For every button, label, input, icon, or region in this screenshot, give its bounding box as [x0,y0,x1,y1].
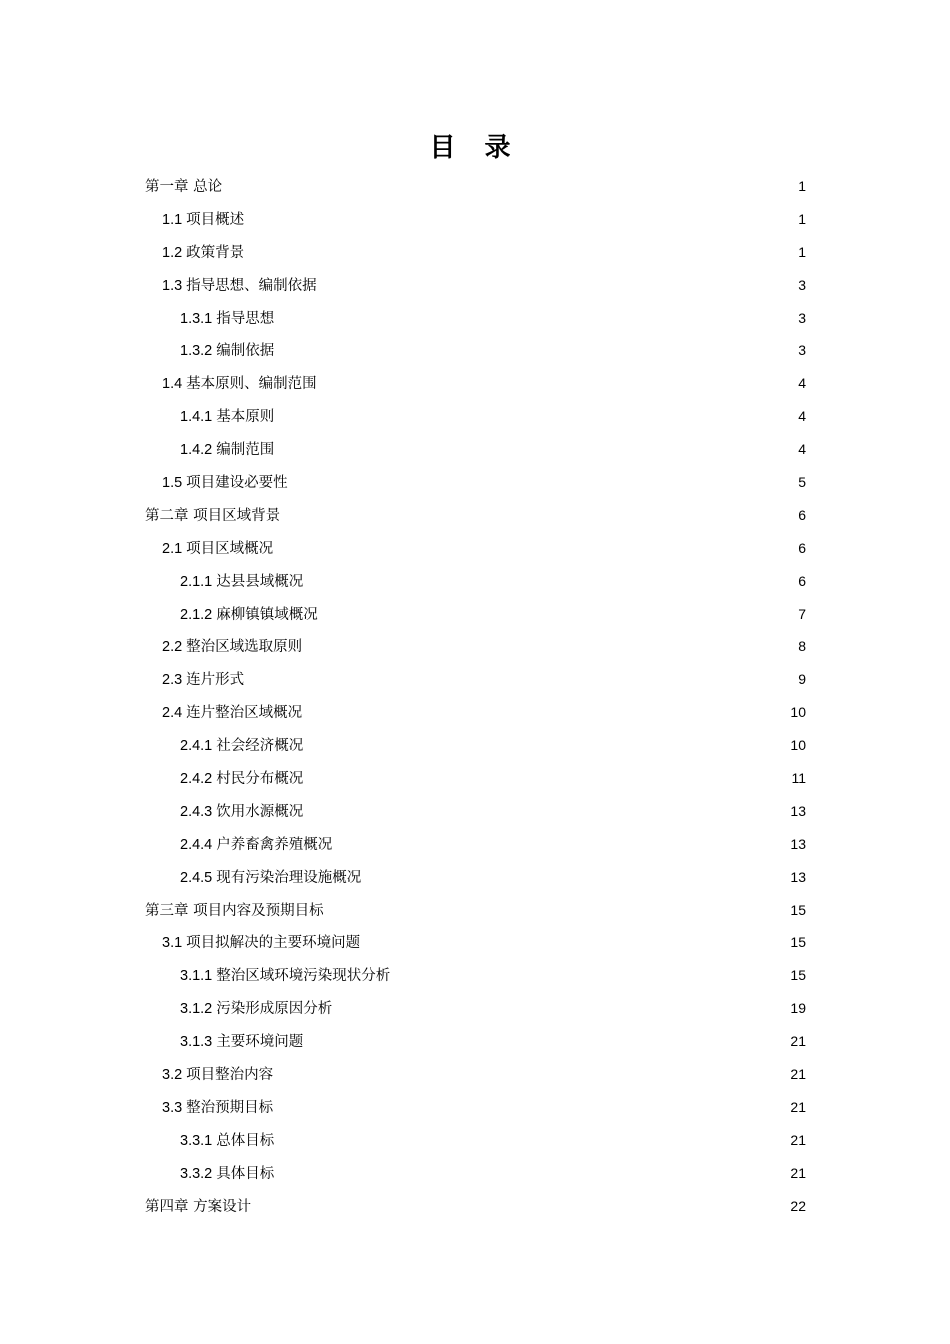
toc-entry-text [180,763,303,796]
toc-entry[interactable] [145,1157,806,1190]
toc-entry-text [180,1125,274,1158]
toc-entry-label: 第三章 项目内容及预期目标 [145,902,324,919]
toc-entry[interactable] [145,926,806,959]
toc-entry-label: 饮用水源概况 [216,803,304,820]
toc-entry-number: 3.1.3 [180,1034,213,1051]
toc-entry-label: 现有污染治理设施概况 [216,869,362,886]
toc-dot-leader [303,650,797,651]
toc-page-number: 10 [790,737,806,754]
toc-entry-number: 2.4 [162,705,183,722]
toc-entry-number: 2.4.3 [180,803,213,820]
toc-entry[interactable] [145,170,806,203]
toc-entry[interactable] [145,565,806,598]
toc-entry-text [180,1026,303,1059]
toc-entry[interactable] [145,1190,806,1223]
toc-entry-text [162,664,244,697]
toc-dot-leader [318,289,798,290]
toc-dot-leader [304,749,789,750]
toc-page-number: 3 [798,309,806,326]
toc-page-number: 4 [798,441,806,458]
toc-entry-number: 1.2 [162,244,183,261]
toc-page-number: 6 [798,572,806,589]
toc-page-number: 6 [798,506,806,523]
toc-entry-text [145,895,324,928]
toc-entry-label: 指导思想 [216,310,275,327]
toc-entry[interactable] [145,696,806,729]
toc-page-number: 21 [790,1164,806,1181]
toc-entry-number: 2.4.1 [180,738,213,755]
toc-entry-number: 2.1.2 [180,606,213,623]
toc-entry-label: 第四章 方案设计 [145,1198,252,1215]
toc-entry-number: 2.4.4 [180,836,213,853]
toc-entry-number: 2.1 [162,540,183,557]
toc-dot-leader [325,914,790,915]
toc-entry-label: 项目概述 [186,211,245,228]
toc-dot-leader [245,223,797,224]
toc-entry[interactable] [145,795,806,828]
toc-entry-text [180,960,390,993]
toc-entry[interactable] [145,269,806,302]
toc-dot-leader [245,683,797,684]
toc-entry-label: 整治区域环境污染现状分析 [216,968,391,985]
toc-entry-text [180,401,274,434]
toc-page-number: 15 [790,934,806,951]
toc-entry-text [180,335,274,368]
toc-entry-number: 2.1.1 [180,573,213,590]
toc-entry[interactable] [145,334,806,367]
toc-entry-text [180,434,274,467]
toc-dot-leader [304,585,797,586]
toc-entry[interactable] [145,598,806,631]
toc-entry-text [162,270,317,303]
toc-entry[interactable] [145,894,806,927]
toc-entry-text [162,697,302,730]
toc-entry-text [162,927,360,960]
toc-dot-leader [275,420,797,421]
toc-entry-text [162,368,317,401]
toc-entry-label: 编制范围 [216,442,275,459]
toc-entry[interactable] [145,729,806,762]
toc-entry-number: 3.1 [162,935,183,952]
toc-page-number: 15 [790,967,806,984]
toc-page-number: 13 [790,868,806,885]
toc-page-number: 21 [790,1131,806,1148]
toc-entry-number: 3.3.2 [180,1165,213,1182]
toc-page-number: 1 [798,243,806,260]
toc-page-number: 3 [798,342,806,359]
toc-dot-leader [304,782,790,783]
toc-entry-number: 2.2 [162,639,183,656]
toc-entry[interactable] [145,203,806,236]
toc-dot-leader [274,1078,789,1079]
toc-entry-label: 污染形成原因分析 [216,1001,333,1018]
toc-page-number: 15 [790,901,806,918]
toc-entry-label: 基本原则、编制范围 [186,376,317,393]
toc-entry[interactable] [145,959,806,992]
toc-entry-text [145,171,222,204]
toc-entry-text [162,1092,273,1125]
toc-entry[interactable] [145,663,806,696]
toc-entry-number: 1.4 [162,376,183,393]
toc-entry-text [180,796,303,829]
toc-entry-text [145,500,280,533]
toc-page-number: 4 [798,375,806,392]
toc-page-number: 4 [798,408,806,425]
toc-entry-number: 3.3.1 [180,1132,213,1149]
toc-dot-leader [303,716,789,717]
toc-entry-label: 村民分布概况 [216,771,304,788]
toc-entry-number: 1.3.1 [180,310,213,327]
toc-entry-text [162,204,244,237]
toc-entry-number: 2.3 [162,672,183,689]
toc-entry-label: 政策背景 [186,244,245,261]
toc-dot-leader [361,946,789,947]
toc-entry-label: 连片整治区域概况 [186,705,303,722]
toc-page-number: 21 [790,1098,806,1115]
toc-entry[interactable] [145,400,806,433]
toc-entry-number: 1.3.2 [180,343,213,360]
toc-page-number: 21 [790,1066,806,1083]
toc-entry-text [180,862,361,895]
toc-entry[interactable] [145,1025,806,1058]
toc-entry-number: 1.4.1 [180,409,213,426]
toc-page-number: 11 [791,770,806,787]
toc-page-number: 7 [798,605,806,622]
toc-entry[interactable] [145,433,806,466]
toc-page-number: 1 [798,178,806,194]
toc-entry-text [162,467,288,500]
toc-entry-label: 第一章 总论 [145,179,223,195]
toc-entry-number: 2.4.2 [180,771,213,788]
toc-dot-leader [274,552,797,553]
toc-dot-leader [275,1144,789,1145]
toc-page-number: 13 [790,835,806,852]
table-of-contents [145,170,806,1223]
toc-entry-number: 2.4.5 [180,869,213,886]
toc-entry-label: 具体目标 [216,1165,275,1182]
toc-entry-label: 项目建设必要性 [186,475,288,492]
toc-entry-label: 总体目标 [216,1132,275,1149]
toc-entry-text [180,993,332,1026]
toc-page-number: 1 [798,210,806,227]
toc-page-number: 9 [798,671,806,688]
toc-dot-leader [333,848,789,849]
toc-entry[interactable] [145,828,806,861]
toc-entry[interactable] [145,992,806,1025]
toc-entry-text [180,730,303,763]
toc-entry[interactable] [145,236,806,269]
toc-entry-label: 项目整治内容 [186,1067,274,1084]
toc-entry[interactable] [145,1058,806,1091]
toc-page-number: 13 [790,802,806,819]
toc-page-number: 3 [798,276,806,293]
toc-entry-label: 基本原则 [216,409,275,426]
toc-entry[interactable] [145,630,806,663]
toc-entry[interactable] [145,1124,806,1157]
toc-entry-number: 3.2 [162,1067,183,1084]
toc-entry-label: 第二章 项目区域背景 [145,507,281,524]
toc-entry-label: 项目区域概况 [186,540,274,557]
toc-entry-number: 3.1.2 [180,1001,213,1018]
toc-dot-leader [275,322,797,323]
toc-dot-leader [245,256,797,257]
toc-entry[interactable] [145,466,806,499]
toc-page-number: 19 [790,1000,806,1017]
toc-dot-leader [362,881,789,882]
toc-entry-text [145,1191,251,1224]
toc-entry[interactable] [145,499,806,532]
toc-dot-leader [274,1111,789,1112]
toc-entry-number: 3.3 [162,1099,183,1116]
toc-page-number: 10 [790,704,806,721]
toc-entry-text [162,237,244,270]
toc-entry-text [180,599,318,632]
toc-page-number: 8 [798,638,806,655]
toc-entry[interactable] [145,762,806,795]
toc-entry-label: 整治预期目标 [186,1099,274,1116]
toc-dot-leader [319,618,797,619]
toc-entry[interactable] [145,1091,806,1124]
toc-entry-number: 1.1 [162,211,183,228]
toc-entry-text [162,631,302,664]
toc-entry-label: 连片形式 [186,672,245,689]
toc-dot-leader [275,1177,789,1178]
toc-dot-leader [289,486,798,487]
toc-entry-label: 社会经济概况 [216,738,304,755]
toc-entry-text [162,1059,273,1092]
toc-dot-leader [281,519,797,520]
toc-dot-leader [223,190,797,191]
toc-entry-label: 编制依据 [216,343,275,360]
toc-entry-label: 户养畜禽养殖概况 [216,836,333,853]
toc-entry[interactable] [145,367,806,400]
toc-entry-label: 麻柳镇镇域概况 [216,606,318,623]
toc-entry-number: 3.1.1 [180,968,213,985]
toc-page-number: 5 [798,474,806,491]
toc-dot-leader [275,354,797,355]
toc-dot-leader [391,979,789,980]
toc-entry-number: 1.5 [162,475,183,492]
toc-entry[interactable] [145,532,806,565]
toc-entry-label: 达县县域概况 [216,573,304,590]
toc-dot-leader [304,1045,789,1046]
toc-entry-label: 项目拟解决的主要环境问题 [186,935,361,952]
toc-entry[interactable] [145,302,806,335]
toc-dot-leader [318,387,798,388]
toc-dot-leader [252,1210,789,1211]
toc-entry-label: 指导思想、编制依据 [186,277,317,294]
toc-entry-text [180,566,303,599]
toc-title: 目 录 [429,133,521,163]
toc-entry-label: 主要环境问题 [216,1034,304,1051]
toc-entry-text [180,829,332,862]
toc-dot-leader [333,1012,789,1013]
toc-dot-leader [275,453,797,454]
toc-entry-text [162,533,273,566]
toc-page-number: 22 [790,1197,806,1214]
toc-dot-leader [304,815,789,816]
toc-entry-text [180,303,274,336]
toc-entry[interactable] [145,861,806,894]
toc-entry-label: 整治区域选取原则 [186,639,303,656]
toc-entry-number: 1.4.2 [180,442,213,459]
toc-entry-number: 1.3 [162,277,183,294]
toc-entry-text [180,1158,274,1191]
toc-page-number: 6 [798,539,806,556]
toc-page-number: 21 [790,1033,806,1050]
